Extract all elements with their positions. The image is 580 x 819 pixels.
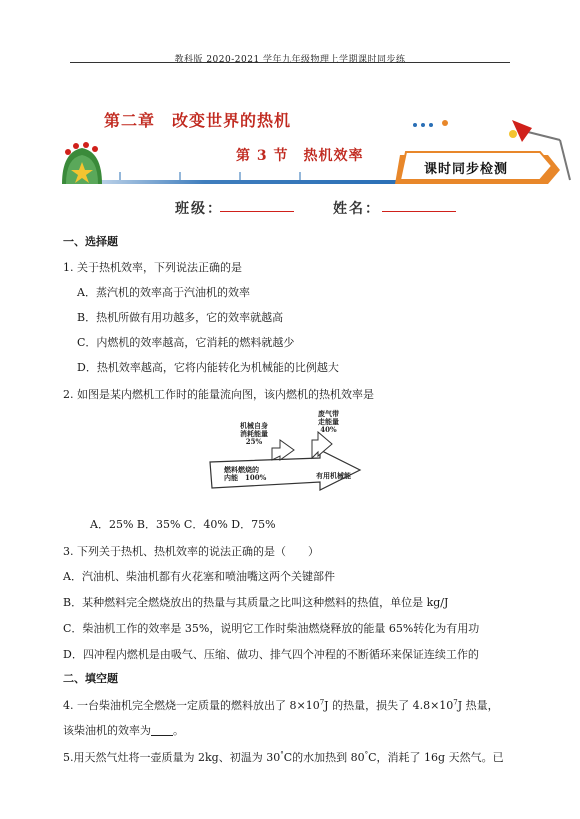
header-rule <box>70 62 510 63</box>
q4-line1 <box>63 697 499 713</box>
useful-energy-label: 有用机械能 <box>316 471 351 480</box>
class-field[interactable] <box>220 211 294 212</box>
q5-line1 <box>63 749 504 765</box>
class-label: 班级： <box>175 201 223 217</box>
q5-text-c: C，消耗了 16g 天然气。已 <box>368 751 504 764</box>
q5-text-a: 5.用天然气灶将一壶质量为 2kg、初温为 30 <box>63 751 281 764</box>
q1-option-c: C．内燃机的效率越高，它消耗的燃料就越少 <box>77 336 295 349</box>
q3-option-a: A．汽油机、柴油机都有火花塞和喷油嘴这两个关键部件 <box>63 570 335 583</box>
q1-option-b: B．热机所做有用功越多，它的效率就越高 <box>77 311 284 324</box>
q4-answer-blank[interactable] <box>151 725 173 736</box>
name-label: 姓名： <box>333 201 381 217</box>
q1-option-a: A．蒸汽机的效率高于汽油机的效率 <box>77 286 250 299</box>
q1-option-d: D．热机效率越高，它将内能转化为机械能的比例越大 <box>77 361 339 374</box>
q4-exp2: 7 <box>453 698 458 707</box>
q4-text-b: J 的热量，损失了 4.8×10 <box>324 699 454 712</box>
section-title: 第 3 节 热机效率 <box>236 148 364 164</box>
name-field[interactable] <box>382 211 456 212</box>
fill-heading: 二、填空题 <box>63 672 118 685</box>
fuel-energy-label: 燃料燃烧的 内能 100% <box>224 465 267 482</box>
q4-text-c: J 热量， <box>457 699 499 712</box>
choice-heading: 一、选择题 <box>63 235 118 248</box>
q3-option-b: B．某种燃料完全燃烧放出的热量与其质量之比叫这种燃料的热值，单位是 kg/J <box>63 596 449 609</box>
q4-line2 <box>63 722 184 738</box>
energy-flow-diagram <box>200 410 380 500</box>
q3-option-c: C．柴油机工作的效率是 35%，说明它工作时柴油燃烧释放的能量 65%转化为有用功 <box>63 622 480 635</box>
q4-text-a: 4. 一台柴油机完全燃烧一定质量的燃料放出了 8×10 <box>63 699 320 712</box>
q5-degree1: ° <box>280 750 284 759</box>
q5-text-b: C的水加热到 80 <box>283 751 365 764</box>
sync-test-badge: 课时同步检测 <box>424 162 509 177</box>
q4-exp1: 7 <box>319 698 325 707</box>
q4-line2-text: 该柴油机的效率为 <box>63 724 151 737</box>
q3-option-d: D．四冲程内燃机是由吸气、压缩、做功、排气四个冲程的不断循环来保证连续工作的 <box>63 648 479 661</box>
page-header: 教科版 2020-2021 学年九年级物理上学期课时同步练 <box>174 55 406 65</box>
exhaust-loss-label: 废气带 走能量 40% <box>318 409 339 434</box>
q3-stem: 3. 下列关于热机、热机效率的说法正确的是（ ） <box>63 545 319 558</box>
mech-loss-label: 机械自身 消耗能量 25% <box>240 421 268 446</box>
star-emblem-icon <box>62 142 102 184</box>
q4-line2-end: 。 <box>173 724 184 737</box>
q1-stem: 1. 关于热机效率，下列说法正确的是 <box>63 261 242 274</box>
q5-degree2: ° <box>364 750 369 759</box>
q2-options: A．25% B．35% C．40% D．75% <box>90 518 276 531</box>
q2-stem: 2. 如图是某内燃机工作时的能量流向图，该内燃机的热机效率是 <box>63 388 374 401</box>
chapter-title: 第二章 改变世界的热机 <box>104 111 292 130</box>
